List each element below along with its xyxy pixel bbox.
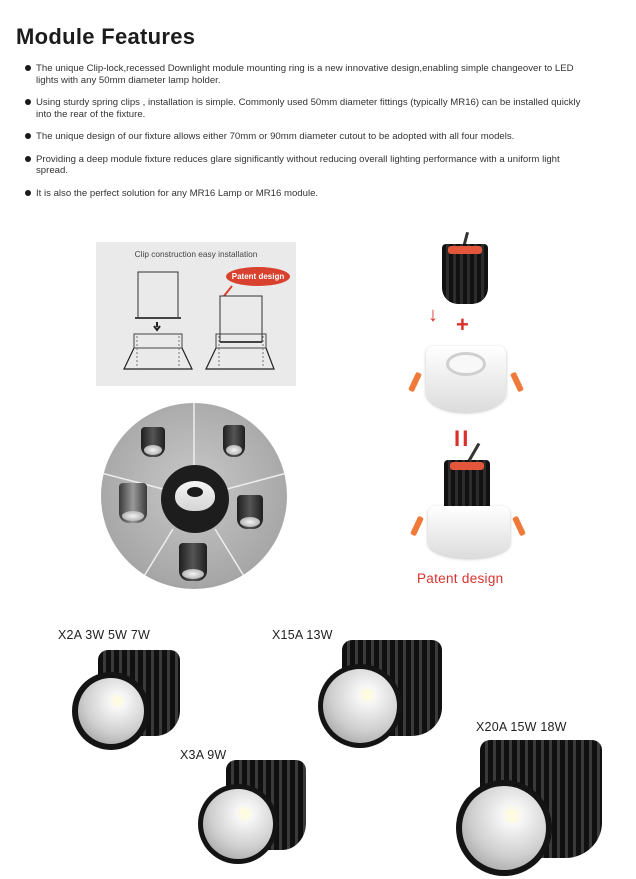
mr16-lamp-thumb	[119, 483, 147, 523]
product-x20a-image	[456, 740, 606, 879]
feature-item	[24, 188, 594, 200]
product-x2a-image	[72, 650, 182, 750]
bullet-icon	[25, 156, 31, 162]
lens	[203, 789, 273, 859]
feature-item	[24, 131, 594, 143]
feature-list	[24, 63, 594, 210]
ring-opening	[446, 352, 486, 376]
spring-clip-left	[408, 372, 422, 393]
mounting-ring	[426, 346, 506, 412]
feature-item	[24, 97, 594, 120]
module-cap	[448, 246, 482, 254]
feature-text: Using sturdy spring clips , installation is simple. Commonly used 50mm diameter fittings (typically MR16) can be installed quickly into the rear of the fixture.	[36, 97, 581, 120]
lens	[78, 678, 144, 744]
feature-item	[24, 154, 594, 177]
plus-icon: +	[456, 312, 469, 337]
equals-icon: I I	[454, 426, 467, 451]
spring-clip-right	[510, 372, 524, 393]
feature-item	[24, 63, 594, 86]
module-x20a-thumb	[179, 543, 207, 581]
clip-construction-diagram	[96, 242, 296, 386]
product-label-x3a: X3A 9W	[180, 748, 227, 762]
product-x15a-image	[318, 640, 448, 750]
patent-design-bubble: Patent design	[226, 267, 290, 286]
feature-text: The unique design of our fixture allows either 70mm or 90mm diameter cutout to be adopted with all four models.	[36, 131, 515, 142]
module-x2a-thumb	[141, 427, 165, 457]
bullet-icon	[25, 133, 31, 139]
clip-caption: Clip construction easy installation	[134, 249, 258, 259]
compatibility-wheel	[101, 403, 287, 589]
feature-text: The unique Clip-lock,recessed Downlight module mounting ring is a new innovative design,enabling simple changeover to LED lights with any 50mm diameter lamp holder.	[36, 63, 574, 86]
bullet-icon	[25, 190, 31, 196]
product-x3a-image	[198, 760, 308, 872]
assembly-illustration	[410, 232, 530, 592]
spring-clip-left	[410, 516, 424, 537]
module-x15a-thumb	[237, 495, 263, 529]
lens	[462, 786, 546, 870]
clip-line-drawing	[96, 242, 296, 386]
bullet-icon	[25, 99, 31, 105]
down-arrow-icon: ↓	[428, 304, 438, 326]
product-label-x20a: X20A 15W 18W	[476, 720, 567, 734]
patent-design-label: Patent design	[417, 571, 504, 586]
page-title: Module Features	[16, 24, 196, 49]
downlight-ring-center	[161, 465, 229, 533]
feature-text: Providing a deep module fixture reduces glare significantly without reducing overall lighting performance with a uniform light spread.	[36, 153, 560, 176]
downlight-fixture-image	[175, 481, 215, 511]
product-label-x2a: X2A 3W 5W 7W	[58, 628, 151, 642]
mounting-ring-assembled	[428, 506, 510, 558]
spring-clip-right	[512, 516, 526, 537]
module-cap	[450, 462, 484, 470]
lens	[323, 669, 397, 743]
feature-text: It is also the perfect solution for any MR16 Lamp or MR16 module.	[36, 187, 319, 199]
bullet-icon	[25, 65, 31, 71]
product-label-x15a: X15A 13W	[272, 628, 333, 642]
module-x3a-thumb	[223, 425, 245, 457]
